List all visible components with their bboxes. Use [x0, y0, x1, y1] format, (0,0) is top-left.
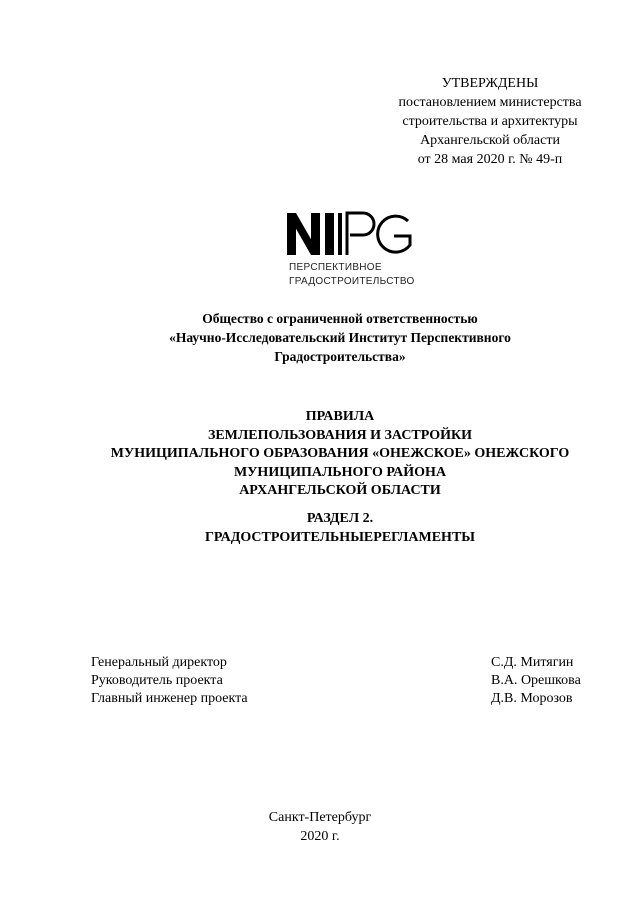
document-title-line: МУНИЦИПАЛЬНОГО ОБРАЗОВАНИЯ «ОНЕЖСКОЕ» ОНЕЖСКОГО — [110, 446, 570, 461]
organization-line: «Научно-Исследовательский Институт Перспективного — [169, 330, 511, 345]
footer-year: 2020 г. — [300, 829, 340, 844]
niipg-logo-mark — [287, 209, 437, 259]
signatory-name: В.А. Орешкова — [491, 673, 581, 688]
logo-subtitle-line: ГРАДОСТРОИТЕЛЬСТВО — [289, 276, 415, 287]
signatories-block — [91, 654, 601, 708]
document-title-line: АРХАНГЕЛЬСКОЙ ОБЛАСТИ — [239, 483, 441, 498]
signatory-name: Д.В. Морозов — [491, 691, 573, 706]
document-title — [40, 408, 640, 501]
company-logo — [287, 209, 437, 289]
approval-line: постановлением министерства — [398, 95, 582, 110]
document-title-line: ЗЕМЛЕПОЛЬЗОВАНИЯ И ЗАСТРОЙКИ — [207, 427, 473, 443]
signatory-row — [91, 672, 601, 690]
signatory-role: Генеральный директор — [91, 655, 227, 670]
section-name: ГРАДОСТРОИТЕЛЬНЫЕРЕГЛАМЕНТЫ — [204, 530, 476, 545]
section-number: РАЗДЕЛ 2. — [306, 511, 374, 526]
logo-subtitle — [289, 261, 415, 289]
signatory-role: Главный инженер проекта — [91, 691, 248, 706]
document-title-line: МУНИЦИПАЛЬНОГО РАЙОНА — [233, 464, 447, 480]
approval-block — [380, 74, 600, 169]
signatory-role: Руководитель проекта — [91, 673, 223, 688]
signatory-row — [91, 654, 601, 672]
approval-line: строительства и архитектуры — [402, 114, 578, 129]
footer-city: Санкт-Петербург — [268, 810, 372, 825]
organization-name — [110, 309, 570, 366]
section-heading — [40, 509, 640, 547]
organization-line: Градостроительства» — [274, 349, 406, 364]
footer — [200, 808, 440, 846]
logo-subtitle-line: ПЕРСПЕКТИВНОЕ — [289, 262, 382, 273]
approval-heading: УТВЕРЖДЕНЫ — [441, 76, 539, 91]
organization-line: Общество с ограниченной ответственностью — [202, 311, 478, 326]
approval-date: от 28 мая 2020 г. № 49-п — [417, 152, 563, 167]
document-title-line: ПРАВИЛА — [305, 409, 375, 424]
signatory-row — [91, 690, 601, 708]
signatory-name: С.Д. Митягин — [491, 655, 574, 670]
approval-line: Архангельской области — [420, 133, 560, 148]
